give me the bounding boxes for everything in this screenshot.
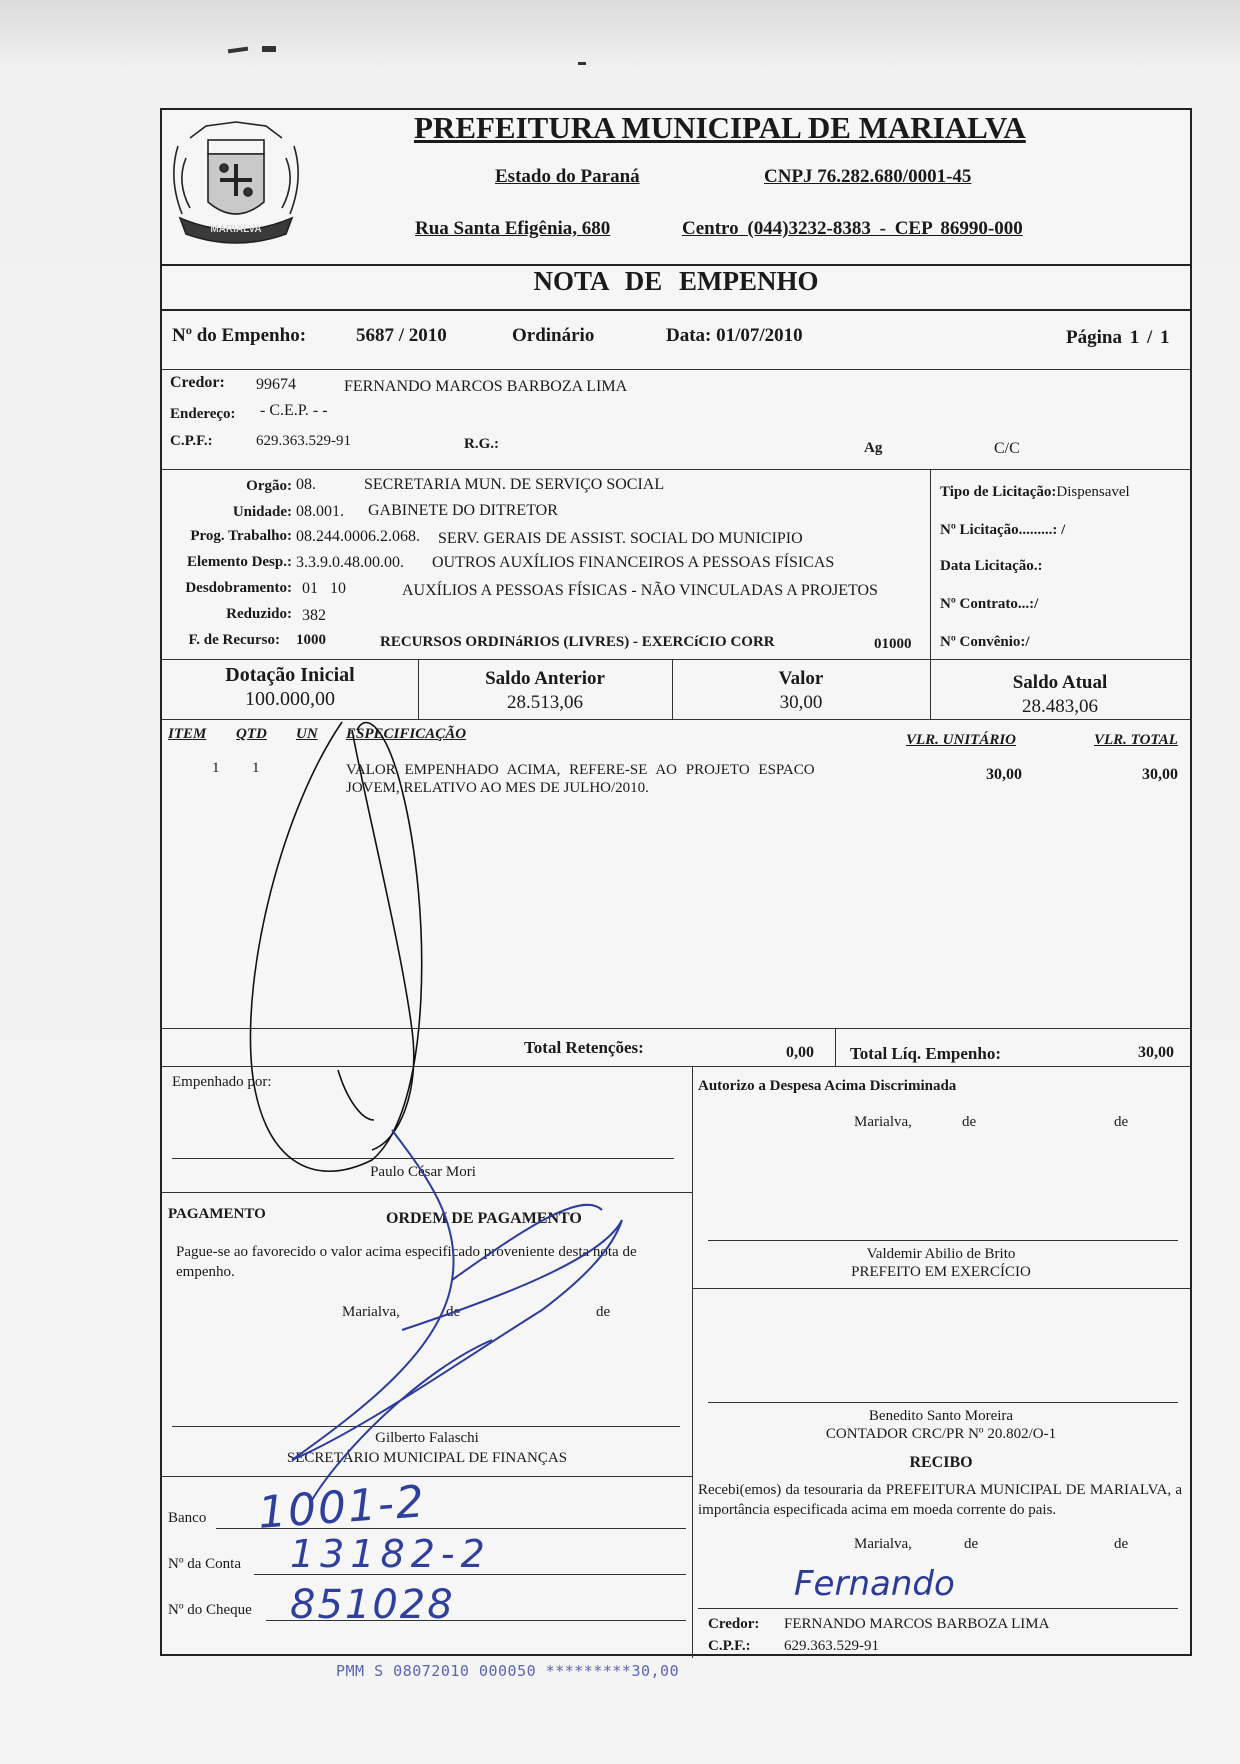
item-unit-value: 30,00 xyxy=(986,766,1022,783)
item-spec-line: JOVEM, RELATIVO AO MES DE JULHO/2010. xyxy=(346,780,649,796)
resource-code: 01000 xyxy=(874,636,912,652)
empenho-date: Data: 01/07/2010 xyxy=(666,325,803,346)
col-item: ITEM xyxy=(168,726,207,742)
recibo-de: de xyxy=(964,1536,979,1552)
agency-label: Ag xyxy=(864,440,883,456)
dotacao-label: Dotação Inicial xyxy=(225,664,355,686)
budget-desc: OUTROS AUXÍLIOS FINANCEIROS A PESSOAS FÍSICAS xyxy=(432,554,835,571)
budget-code: 1000 xyxy=(296,632,326,648)
pagamento-label: PAGAMENTO xyxy=(168,1206,266,1222)
empenho-type: Ordinário xyxy=(512,325,595,346)
col-total-value: VLR. TOTAL xyxy=(1094,732,1178,748)
prefeito-role: PREFEITO EM EXERCÍCIO xyxy=(851,1264,1031,1280)
pagamento-signer-role: SECRETÁRIO MUNICIPAL DE FINANÇAS xyxy=(286,1450,568,1466)
budget-code: 382 xyxy=(302,607,326,624)
budget-label: Reduzido: xyxy=(226,606,292,622)
page-number: Página 1 / 1 xyxy=(1066,327,1170,348)
crest-banner-text: MARIALVA xyxy=(210,224,262,235)
recibo-cpf: 629.363.529-91 xyxy=(784,1638,879,1654)
item-total-value: 30,00 xyxy=(1142,766,1178,783)
budget-desc: RECURSOS ORDINáRIOS (LIVRES) - EXERCíCIO CORR xyxy=(380,634,775,650)
budget-code: 08. xyxy=(296,476,316,493)
state-name: Estado do Paraná xyxy=(495,166,640,187)
pagamento-signer-name: Gilberto Falaschi xyxy=(375,1430,479,1446)
district-phone-cep: Centro (044)3232-8383 - CEP 86990-000 xyxy=(682,218,1023,239)
budget-label: Unidade: xyxy=(232,504,292,520)
cpf-value: 629.363.529-91 xyxy=(256,433,351,449)
budget-code: 3.3.9.0.48.00.00. xyxy=(296,554,404,571)
empenho-number-label: Nº do Empenho: xyxy=(172,325,307,346)
licitacao-date: Data Licitação.: xyxy=(940,558,1043,574)
cpf-label: C.P.F.: xyxy=(170,433,213,449)
retencoes-label: Total Retenções: xyxy=(524,1038,644,1057)
pagamento-de: de xyxy=(446,1304,461,1320)
col-unit-value: VLR. UNITÁRIO xyxy=(906,732,1017,748)
recibo-label: RECIBO xyxy=(909,1454,973,1471)
valor-label: Valor xyxy=(778,668,824,689)
footer-stamp: PMM S 08072010 000050 *********30,00 xyxy=(336,1662,680,1680)
item-qty: 1 xyxy=(252,760,260,776)
recibo-signature: Fernando xyxy=(794,1564,955,1604)
nota-de-empenho-form xyxy=(160,108,1192,1656)
cheque-label: Nº do Cheque xyxy=(168,1602,252,1618)
cnpj: CNPJ 76.282.680/0001-45 xyxy=(764,166,972,187)
liquido-label: Total Líq. Empenho: xyxy=(850,1044,1001,1063)
credor-code: 99674 xyxy=(256,376,296,393)
saldo-atual-label: Saldo Atual xyxy=(1012,672,1108,693)
saldo-anterior-label: Saldo Anterior xyxy=(485,668,605,689)
convenio-number: Nº Convênio:/ xyxy=(940,634,1030,650)
licitacao-type-label-text: Tipo de Licitação: xyxy=(940,484,1057,500)
contador-role: CONTADOR CRC/PR Nº 20.802/O-1 xyxy=(825,1426,1057,1442)
autorizo-place: Marialva, xyxy=(854,1114,912,1130)
pagamento-text: Pague-se ao favorecido o valor acima especificado proveniente desta nota de empenho. xyxy=(176,1244,637,1280)
conta-handwritten: 13182-2 xyxy=(290,1532,491,1576)
pen-strokes-signature xyxy=(162,110,1194,1658)
recibo-cpf-label: C.P.F.: xyxy=(708,1638,751,1654)
scan-speck xyxy=(228,47,248,54)
col-un: UN xyxy=(296,726,318,742)
budget-code: 01 10 xyxy=(302,580,346,597)
liquido-value: 30,00 xyxy=(1138,1044,1174,1061)
dotacao-value: 100.000,00 xyxy=(245,688,335,710)
retencoes-value: 0,00 xyxy=(786,1044,814,1061)
autorizo-de: de xyxy=(962,1114,977,1130)
address-label: Endereço: xyxy=(170,406,236,422)
address-value: - C.E.P. - - xyxy=(260,402,328,419)
budget-code: 08.001. xyxy=(296,503,344,520)
budget-desc: GABINETE DO DITRETOR xyxy=(368,502,558,519)
col-spec: ESPECIFICAÇÃO xyxy=(346,726,467,742)
ordem-pagamento-label: ORDEM DE PAGAMENTO xyxy=(386,1210,582,1227)
account-label: C/C xyxy=(994,440,1020,457)
saldo-atual-value: 28.483,06 xyxy=(1022,696,1098,717)
autorizo-label: Autorizo a Despesa Acima Discriminada xyxy=(698,1078,957,1094)
budget-desc: SERV. GERAIS DE ASSIST. SOCIAL DO MUNICIPIO xyxy=(438,530,803,547)
rg-label: R.G.: xyxy=(464,436,499,452)
col-qtd: QTD xyxy=(236,726,267,742)
budget-desc: SECRETARIA MUN. DE SERVIÇO SOCIAL xyxy=(364,476,665,493)
recibo-credor-label: Credor: xyxy=(708,1616,760,1632)
budget-label: F. de Recurso: xyxy=(188,632,280,648)
credor-label: Credor: xyxy=(170,374,225,391)
street-address: Rua Santa Efigênia, 680 xyxy=(415,218,611,239)
valor-value: 30,00 xyxy=(779,692,823,713)
municipality-title: PREFEITURA MUNICIPAL DE MARIALVA xyxy=(414,110,1026,145)
recibo-de: de xyxy=(1114,1536,1129,1552)
recibo-place: Marialva, xyxy=(854,1536,912,1552)
empenho-number: 5687 / 2010 xyxy=(356,325,447,346)
empenhado-signer: Paulo César Mori xyxy=(370,1164,476,1180)
saldo-anterior-value: 28.513,06 xyxy=(507,692,583,713)
contador-name: Benedito Santo Moreira xyxy=(868,1408,1014,1424)
recibo-credor-name: FERNANDO MARCOS BARBOZA LIMA xyxy=(784,1616,1050,1632)
scan-speck xyxy=(578,62,586,65)
item-spec-line: VALOR EMPENHADO ACIMA, REFERE-SE AO PROJETO ESPACO xyxy=(346,762,815,778)
budget-label: Elemento Desp.: xyxy=(187,554,292,570)
recibo-text: Recebi(emos) da tesouraria da PREFEITURA MUNICIPAL DE MARIALVA, a importância especificada acima em moeda corrente do pais. xyxy=(698,1482,1182,1518)
scan-speck xyxy=(262,46,276,52)
pagamento-de: de xyxy=(596,1304,611,1320)
budget-label: Orgão: xyxy=(246,478,292,494)
budget-label: Desdobramento: xyxy=(185,580,292,596)
budget-code: 08.244.0006.2.068. xyxy=(296,528,420,545)
cheque-handwritten: 851028 xyxy=(290,1582,455,1628)
contract-number: Nº Contrato...:/ xyxy=(940,596,1039,612)
item-number: 1 xyxy=(212,760,220,776)
budget-label: Prog. Trabalho: xyxy=(190,528,292,544)
pagamento-place: Marialva, xyxy=(342,1304,400,1320)
conta-label: Nº da Conta xyxy=(168,1556,241,1572)
prefeito-name: Valdemir Abilio de Brito xyxy=(866,1246,1016,1262)
licitacao-number: Nº Licitação.........: / xyxy=(940,522,1066,538)
banco-label: Banco xyxy=(168,1510,207,1526)
banco-handwritten: 1001-2 xyxy=(256,1476,428,1539)
document-title: NOTA DE EMPENHO xyxy=(533,266,819,296)
credor-name: FERNANDO MARCOS BARBOZA LIMA xyxy=(344,378,628,395)
licitacao-type-value: Dispensavel xyxy=(1056,484,1130,500)
empenhado-label: Empenhado por: xyxy=(172,1074,272,1090)
budget-desc: AUXÍLIOS A PESSOAS FÍSICAS - NÃO VINCULADAS A PROJETOS xyxy=(402,582,878,599)
autorizo-de: de xyxy=(1114,1114,1129,1130)
